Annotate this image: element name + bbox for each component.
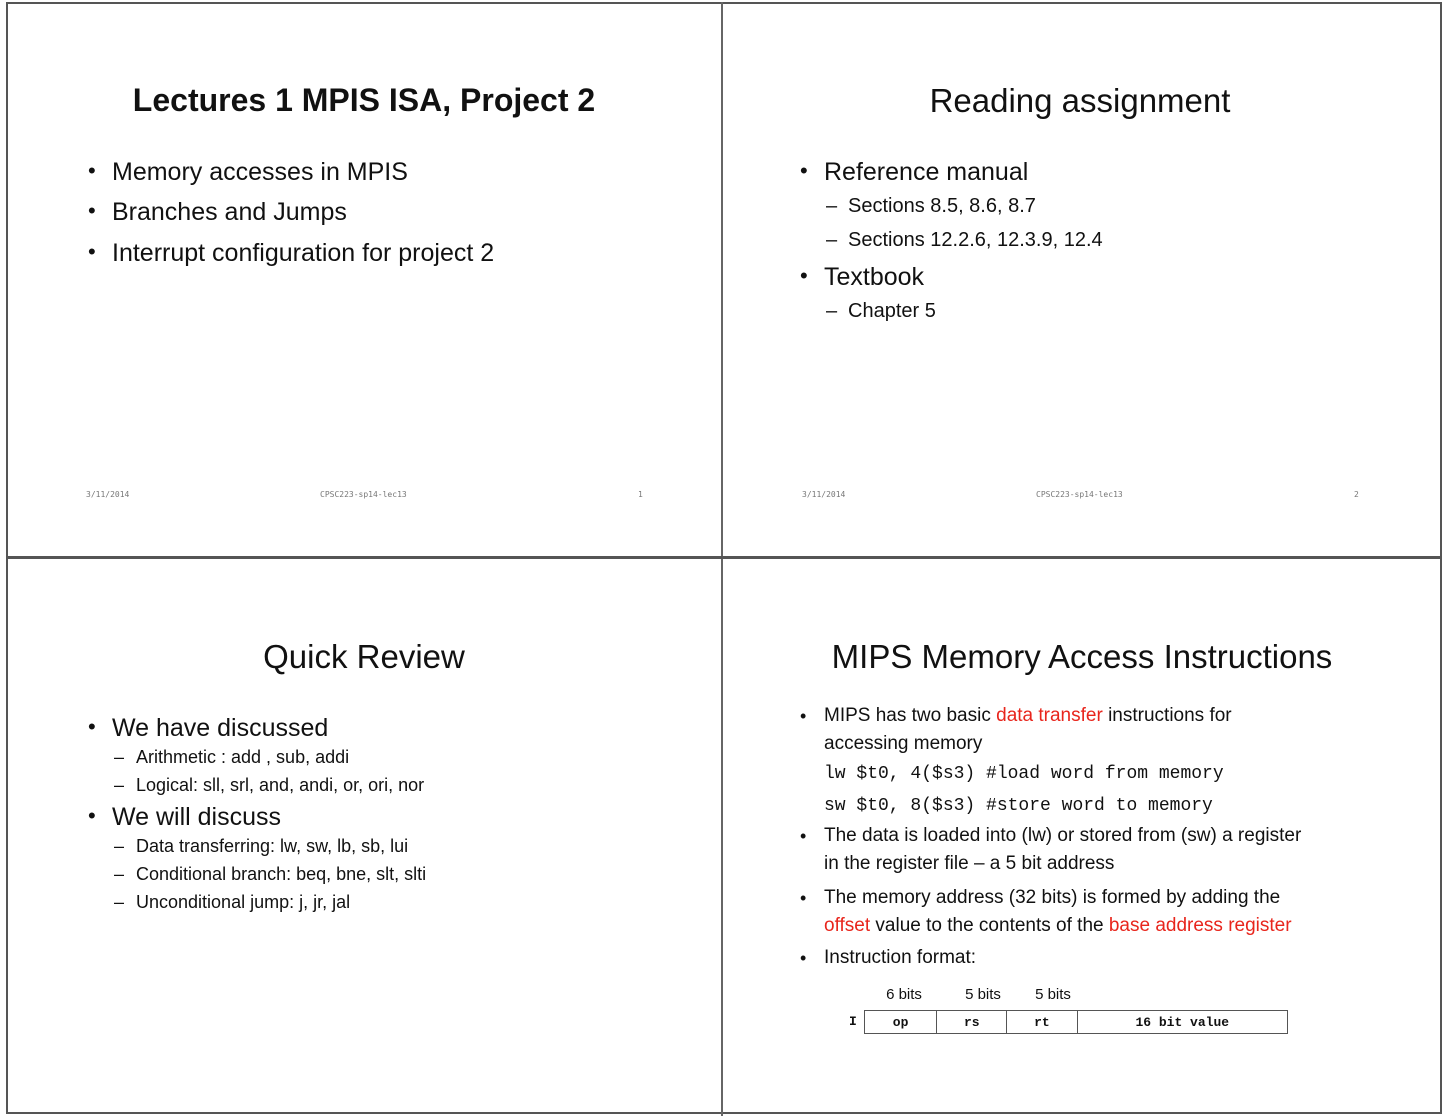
slide-1-title: Lectures 1 MPIS ISA, Project 2	[132, 82, 596, 118]
bullet-item: • Branches and Jumps	[88, 198, 494, 227]
bullet-item-data-transfer	[800, 702, 1301, 758]
slide-4-title: MIPS Memory Access Instructions	[831, 638, 1333, 675]
slide-2-footer-course: CPSC223-sp14-lec13	[1036, 490, 1123, 499]
horizontal-divider	[6, 556, 1442, 559]
slide-1-footer-date: 3/11/2014	[86, 490, 130, 499]
slide-2-footer-page: 2	[1354, 490, 1359, 499]
text-span: value to the contents of the	[870, 915, 1109, 936]
slide-3-title: Quick Review	[263, 638, 465, 675]
slide-4-bullets	[800, 702, 1301, 972]
field-op: op	[865, 1011, 937, 1034]
bullet-item: • Textbook	[800, 263, 1103, 292]
text-span: The data is loaded into (lw) or stored from (sw) a register	[824, 825, 1302, 846]
sub-bullet-item: – Arithmetic : add , sub, addi	[114, 747, 426, 768]
format-row	[865, 1011, 1288, 1034]
format-row-label: I	[849, 1014, 857, 1029]
sub-bullet-item: – Conditional branch: beq, bne, slt, slti	[114, 864, 426, 885]
field-rt: rt	[1007, 1011, 1077, 1034]
slide-1	[8, 4, 720, 554]
sub-bullet-item: – Unconditional jump: j, jr, jal	[114, 892, 426, 913]
sub-bullet-item: – Sections 12.2.6, 12.3.9, 12.4	[826, 229, 1103, 252]
highlight-data-transfer: data transfer	[996, 705, 1103, 726]
highlight-base-address-register: base address register	[1108, 915, 1292, 936]
slide-2	[724, 4, 1440, 554]
text-span: accessing memory	[824, 733, 983, 754]
sub-bullet-item: – Data transferring: lw, sw, lb, sb, lui	[114, 836, 426, 857]
bullet-item-address	[800, 884, 1301, 940]
bullet-item: • Reference manual	[800, 158, 1103, 187]
text-span: in the register file – a 5 bit address	[824, 853, 1115, 874]
vertical-divider	[721, 2, 723, 1116]
slide-2-footer-date: 3/11/2014	[802, 490, 846, 499]
bullet-item-format: • Instruction format:	[800, 944, 1301, 972]
field-rs: rs	[937, 1011, 1007, 1034]
code-line-sw: sw $t0, 8($s3) #store word to memory	[824, 796, 1213, 816]
format-header-rt: 5 bits	[1035, 986, 1071, 1003]
bullet-item-register	[800, 822, 1301, 878]
field-immediate: 16 bit value	[1077, 1011, 1287, 1034]
code-line-lw: lw $t0, 4($s3) #load word from memory	[824, 764, 1224, 784]
text-span: The memory address (32 bits) is formed by adding the	[824, 887, 1281, 908]
bullet-item: • We have discussed	[88, 714, 426, 743]
highlight-offset: offset	[824, 915, 871, 936]
sub-bullet-item: – Sections 8.5, 8.6, 8.7	[826, 195, 1103, 218]
bullet-item: • Interrupt configuration for project 2	[88, 239, 494, 268]
slide-3-bullets	[88, 714, 426, 913]
bullet-item: • We will discuss	[88, 803, 426, 832]
text-span: MIPS has two basic	[824, 705, 997, 726]
slide-3	[8, 560, 720, 1112]
instruction-format-table	[864, 1010, 1288, 1034]
format-header-rs: 5 bits	[965, 986, 1001, 1003]
slide-2-title: Reading assignment	[929, 82, 1231, 119]
sub-bullet-item: – Logical: sll, srl, and, andi, or, ori, nor	[114, 775, 426, 796]
slide-1-footer-page: 1	[638, 490, 643, 499]
slide-2-bullets	[800, 158, 1103, 323]
slide-4	[724, 560, 1440, 1112]
format-header-op: 6 bits	[886, 986, 922, 1003]
slide-1-bullets	[88, 158, 494, 268]
sub-bullet-item: – Chapter 5	[826, 300, 1103, 323]
text-span: instructions for	[1102, 705, 1232, 726]
bullet-item: • Memory accesses in MPIS	[88, 158, 494, 187]
slide-1-footer-course: CPSC223-sp14-lec13	[320, 490, 407, 499]
